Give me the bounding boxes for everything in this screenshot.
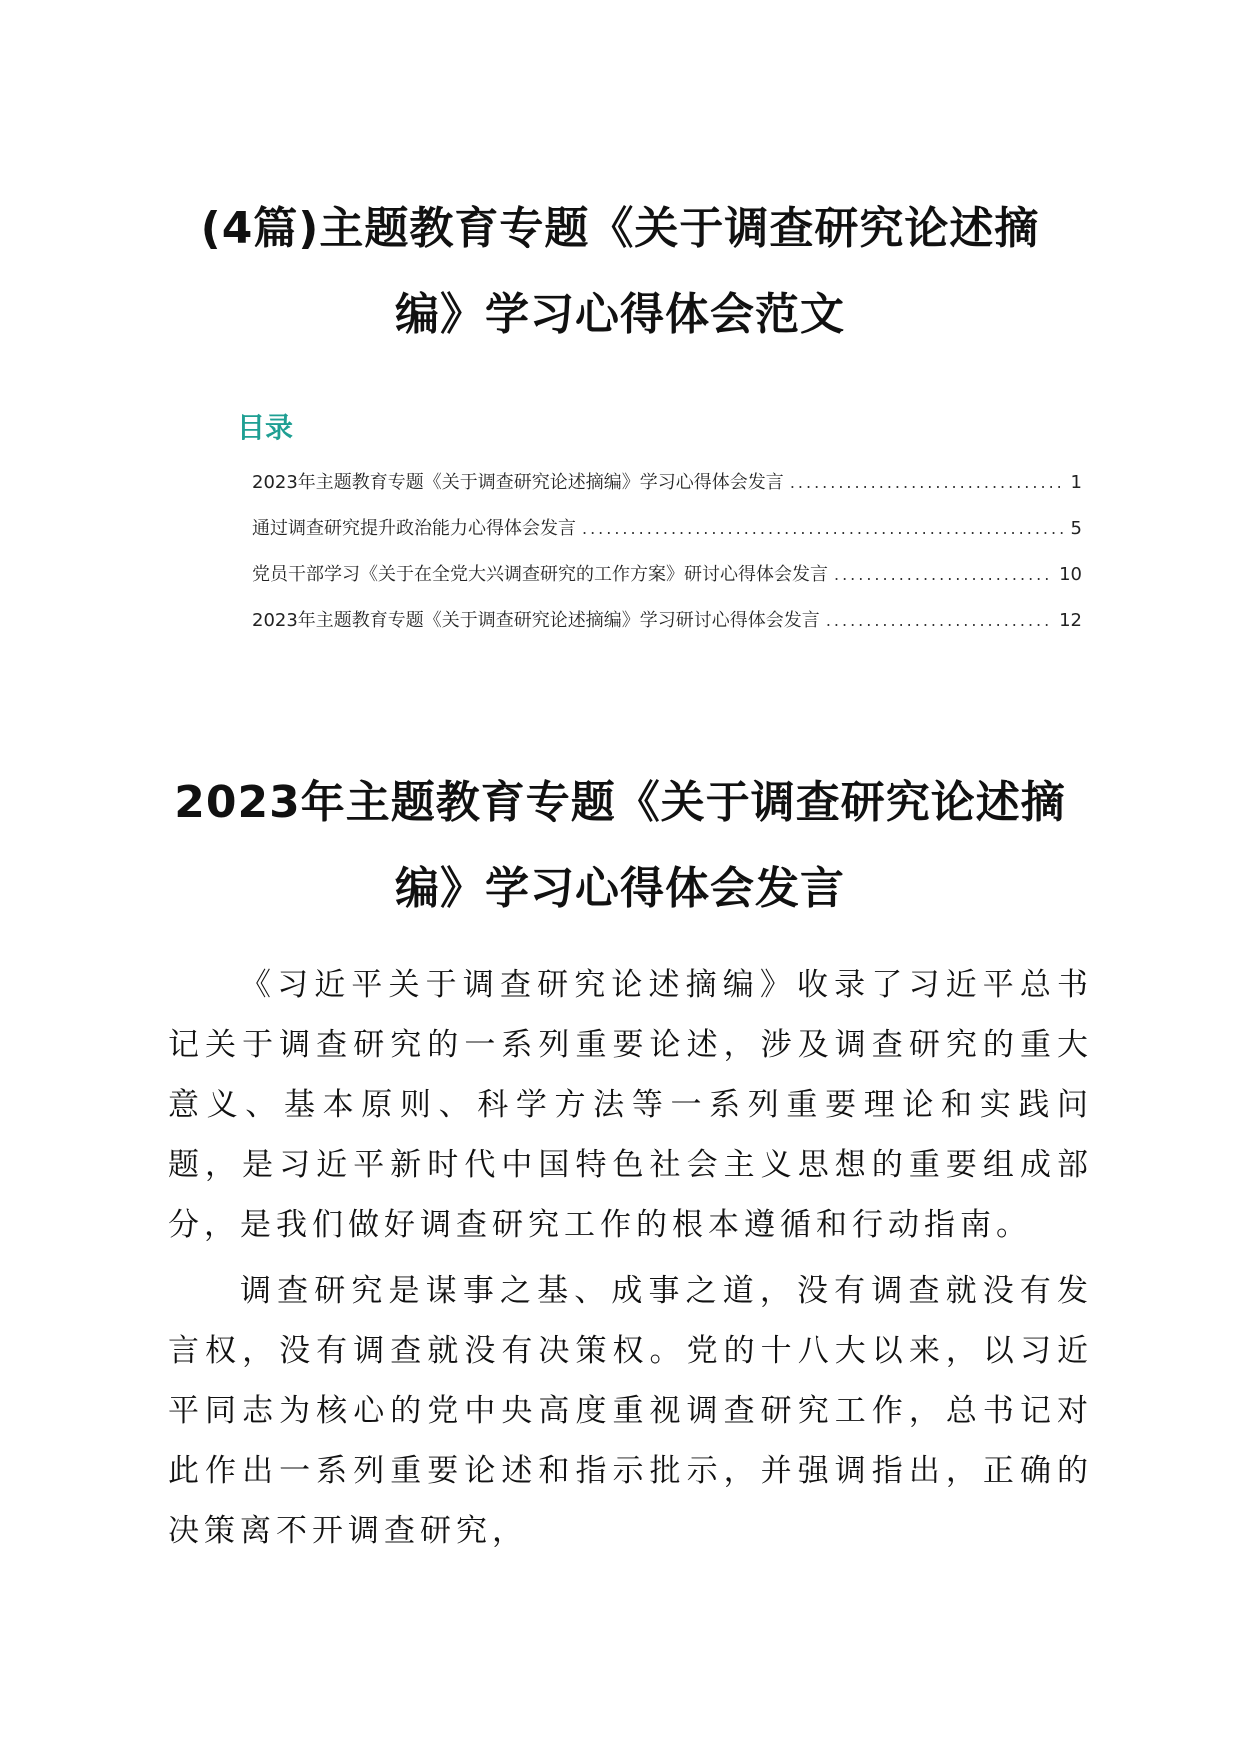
section-title-line-2: 编》学习心得体会发言	[395, 863, 845, 914]
section-title	[140, 760, 1100, 932]
toc-entry-text: 党员干部学习《关于在全党大兴调查研究的工作方案》研讨心得体会发言	[252, 564, 828, 585]
toc-entry-text: 通过调查研究提升政治能力心得体会发言	[252, 518, 576, 539]
toc-leader-dots	[826, 611, 1053, 630]
toc-page-number: 1	[1070, 472, 1082, 493]
toc-entry-2[interactable]	[252, 514, 1082, 560]
toc-entry-4[interactable]	[252, 606, 1082, 652]
document-title	[140, 186, 1100, 358]
toc-entry-text: 2023年主题教育专题《关于调查研究论述摘编》学习心得体会发言	[252, 472, 784, 493]
toc-entry-3[interactable]	[252, 560, 1082, 606]
body-paragraph-1: 《习近平关于调查研究论述摘编》收录了习近平总书记关于调查研究的一系列重要论述，涉及调查研究的重大意义、基本原则、科学方法等一系列重要理论和实践问题，是习近平新时代中国特色社会主义思想的重要组成部分，是我们做好调查研究工作的根本遵循和行动指南。	[168, 967, 1093, 1243]
body-text	[168, 955, 1093, 1567]
toc-leader-dots	[582, 519, 1065, 538]
body-paragraph-2: 调查研究是谋事之基、成事之道，没有调查就没有发言权，没有调查就没有决策权。党的十八大以来，以习近平同志为核心的党中央高度重视调查研究工作，总书记对此作出一系列重要论述和指示批示，并强调指出，正确的决策离不开调查研究，	[168, 1273, 1093, 1549]
toc-page-number: 5	[1070, 518, 1082, 539]
toc-leader-dots	[834, 565, 1053, 584]
document-title-line-2: 编》学习心得体会范文	[395, 289, 845, 340]
document-title-line-1: (4篇)主题教育专题《关于调查研究论述摘	[200, 203, 1040, 254]
toc-entry-text: 2023年主题教育专题《关于调查研究论述摘编》学习研讨心得体会发言	[252, 610, 820, 631]
toc-heading: 目录	[237, 411, 294, 444]
toc-page-number: 10	[1059, 564, 1082, 585]
table-of-contents	[252, 468, 1082, 652]
toc-leader-dots	[790, 473, 1065, 492]
section-title-line-1: 2023年主题教育专题《关于调查研究论述摘	[174, 777, 1066, 828]
toc-page-number: 12	[1059, 610, 1082, 631]
toc-entry-1[interactable]	[252, 468, 1082, 514]
